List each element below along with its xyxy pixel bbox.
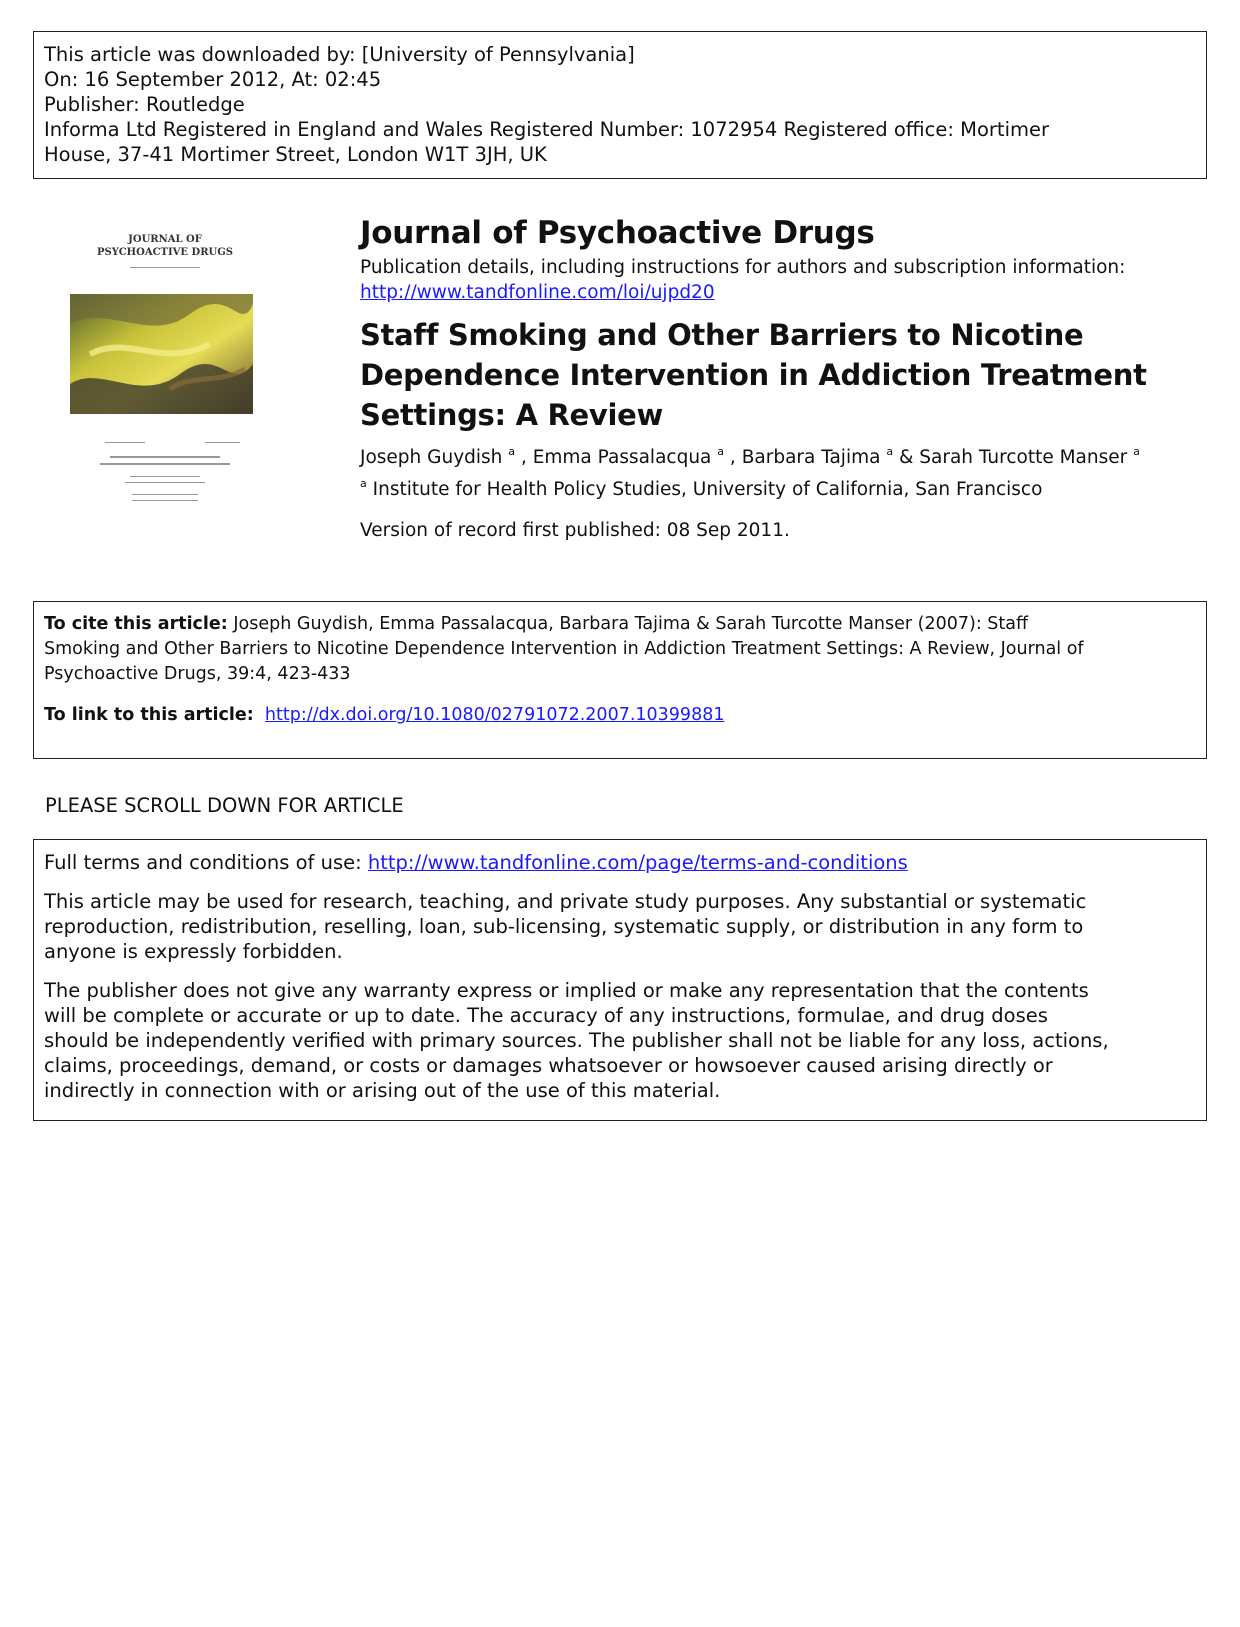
affiliation <box>360 471 1200 503</box>
cover-text-rule <box>130 476 200 477</box>
journal-title: Journal of Psychoactive Drugs <box>360 215 875 251</box>
affiliation-text: Institute for Health Policy Studies, University of California, San Francisco <box>372 479 1043 500</box>
cover-text-rule <box>205 442 240 443</box>
terms-link[interactable]: http://www.tandfonline.com/page/terms-and-conditions <box>367 851 908 874</box>
download-line: This article was downloaded by: [University of Pennsylvania] <box>44 43 635 66</box>
terms-text-line: reproduction, redistribution, reselling, loan, sub-licensing, systematic supply, or distribution in any form to <box>44 915 1084 938</box>
author-name: Barbara Tajima <box>741 447 881 468</box>
terms-paragraph-1 <box>44 889 1196 964</box>
terms-text-line: indirectly in connection with or arising out of the use of this material. <box>44 1079 721 1102</box>
link-paragraph <box>44 703 1196 728</box>
cite-paragraph <box>44 612 1196 687</box>
terms-line <box>44 850 1196 875</box>
cover-text-rule <box>125 482 205 483</box>
cite-text: Smoking and Other Barriers to Nicotine Dependence Intervention in Addiction Treatment Settings: A Review, Journal of <box>44 639 1084 659</box>
cover-artwork <box>70 294 253 414</box>
cover-subtitle-rule <box>130 267 200 268</box>
terms-text-line: will be complete or accurate or up to date. The accuracy of any instructions, formulae, and drug doses <box>44 1004 1048 1027</box>
author-list <box>360 439 1200 471</box>
publication-details <box>360 255 1200 305</box>
journal-cover-image <box>60 218 270 508</box>
terms-text-line: claims, proceedings, demand, or costs or damages whatsoever or howsoever caused arising directly or <box>44 1054 1053 1077</box>
cover-text-rule <box>105 442 145 443</box>
cover-title-line1: JOURNAL OF <box>128 234 202 245</box>
author-affil-sup: a <box>717 445 725 458</box>
download-line: Publisher: Routledge <box>44 93 245 116</box>
download-line: House, 37-41 Mortimer Street, London W1T 3JH, UK <box>44 143 547 166</box>
article-title-line: Dependence Intervention in Addiction Treatment <box>360 358 1147 392</box>
journal-url-link[interactable]: http://www.tandfonline.com/loi/ujpd20 <box>360 282 715 303</box>
author-name: Emma Passalacqua <box>532 447 712 468</box>
author-name: Joseph Guydish <box>360 447 503 468</box>
cover-title-line2: PSYCHOACTIVE DRUGS <box>97 247 233 258</box>
terms-text-line: anyone is expressly forbidden. <box>44 940 343 963</box>
doi-link[interactable]: http://dx.doi.org/10.1080/02791072.2007.10399881 <box>264 705 725 725</box>
terms-label: Full terms and conditions of use: <box>44 851 362 874</box>
author-name: Sarah Turcotte Manser <box>919 447 1128 468</box>
affiliation-sup: a <box>360 477 367 490</box>
terms-paragraph-2 <box>44 978 1196 1103</box>
cite-text: Psychoactive Drugs, 39:4, 423-433 <box>44 664 351 684</box>
cover-text-rule <box>100 463 230 465</box>
link-label: To link to this article: <box>44 705 254 725</box>
terms-box <box>33 839 1207 1121</box>
download-line: Informa Ltd Registered in England and Wales Registered Number: 1072954 Registered office: Mortimer <box>44 118 1049 141</box>
terms-text-line: The publisher does not give any warranty express or implied or make any representation that the contents <box>44 979 1089 1002</box>
article-title <box>360 315 1200 435</box>
cite-text: Joseph Guydish, Emma Passalacqua, Barbara Tajima & Sarah Turcotte Manser (2007): Staff <box>233 614 1029 634</box>
cover-text-rule <box>110 456 220 458</box>
article-title-line: Settings: A Review <box>360 398 664 432</box>
author-affil-sup: a <box>886 445 894 458</box>
publication-details-text: Publication details, including instructions for authors and subscription information: <box>360 257 1126 278</box>
download-line: On: 16 September 2012, At: 02:45 <box>44 68 382 91</box>
cover-text-rule <box>132 494 198 495</box>
article-header <box>360 213 1200 544</box>
article-title-line: Staff Smoking and Other Barriers to Nicotine <box>360 318 1084 352</box>
author-separator: , <box>520 447 533 468</box>
cite-label: To cite this article: <box>44 614 228 634</box>
cover-text-rule <box>132 500 198 501</box>
author-separator: & <box>898 447 920 468</box>
citation-box <box>33 601 1207 759</box>
scroll-down-note: PLEASE SCROLL DOWN FOR ARTICLE <box>45 794 404 817</box>
version-of-record: Version of record first published: 08 Sep 2011. <box>360 520 790 541</box>
terms-text-line: This article may be used for research, teaching, and private study purposes. Any substantial or systematic <box>44 890 1087 913</box>
author-separator: , <box>729 447 742 468</box>
download-notice-box <box>33 31 1207 179</box>
author-affil-sup: a <box>1133 445 1140 458</box>
terms-text-line: should be independently verified with primary sources. The publisher shall not be liable for any loss, actions, <box>44 1029 1109 1052</box>
author-affil-sup: a <box>508 445 516 458</box>
